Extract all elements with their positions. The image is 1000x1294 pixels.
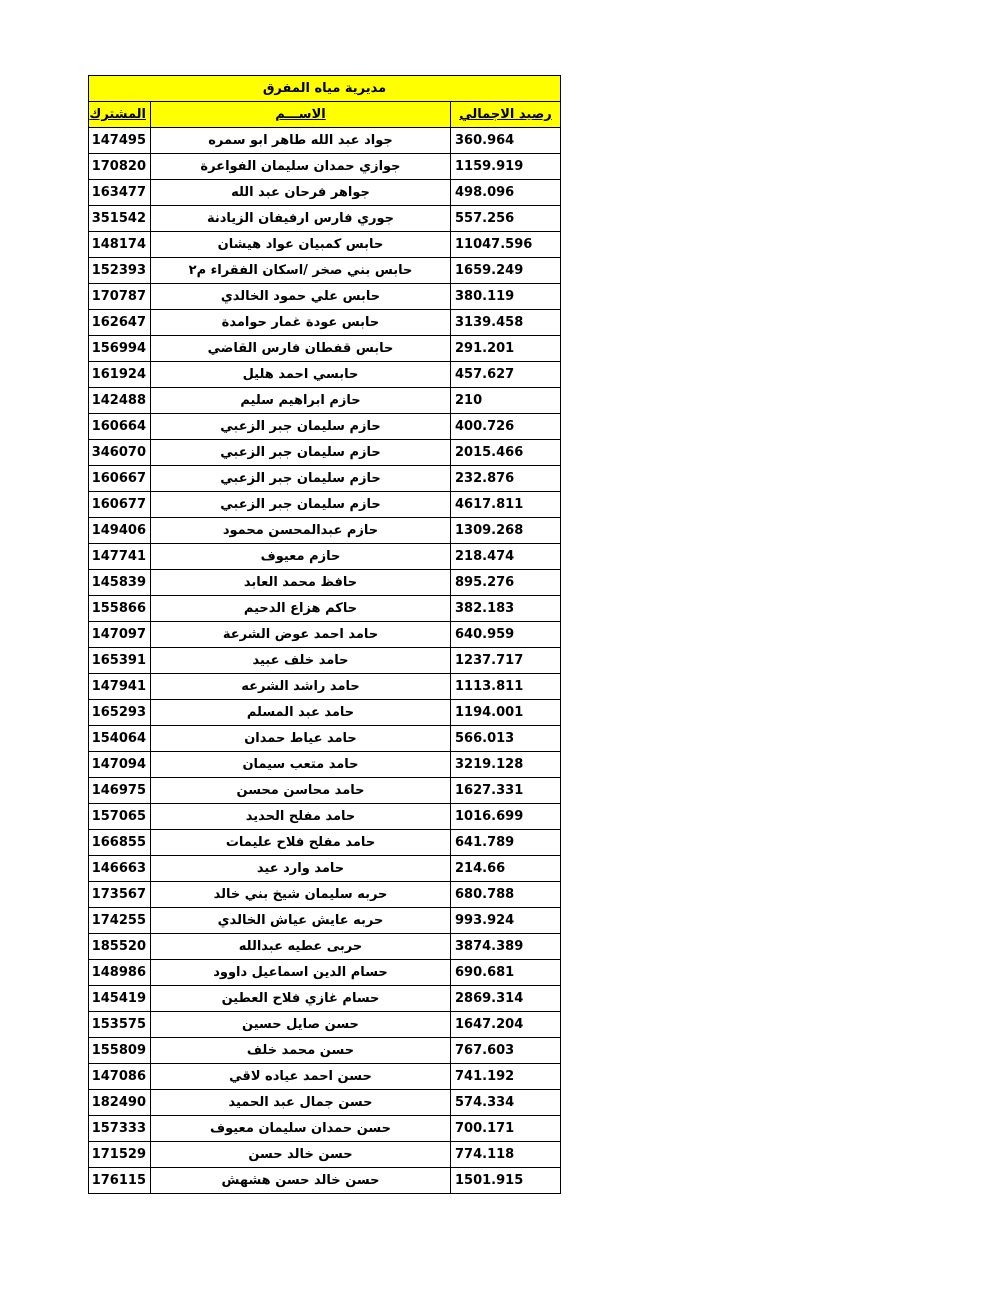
cell-name: حامد عياط حمدان (151, 726, 451, 752)
table-row (89, 284, 561, 310)
cell-subscriber: 154064 (89, 726, 151, 752)
table-row (89, 258, 561, 284)
cell-name: حامد احمد عوض الشرعة (151, 622, 451, 648)
report-table-container (89, 75, 561, 1194)
table-row (89, 882, 561, 908)
cell-balance: 700.171 (451, 1116, 561, 1142)
table-row (89, 726, 561, 752)
cell-name: حربى عطيه عبدالله (151, 934, 451, 960)
cell-name: حابسي احمد هليل (151, 362, 451, 388)
cell-subscriber: 170787 (89, 284, 151, 310)
cell-name: حامد خلف عبيد (151, 648, 451, 674)
table-row (89, 180, 561, 206)
cell-name: حسن محمد خلف (151, 1038, 451, 1064)
cell-subscriber: 157333 (89, 1116, 151, 1142)
cell-balance: 1659.249 (451, 258, 561, 284)
cell-name: حسن احمد عياده لاقي (151, 1064, 451, 1090)
cell-balance: 382.183 (451, 596, 561, 622)
cell-subscriber: 147495 (89, 128, 151, 154)
table-row (89, 466, 561, 492)
cell-balance: 1159.919 (451, 154, 561, 180)
cell-name: حازم سليمان جبر الزعبي (151, 492, 451, 518)
table-row (89, 206, 561, 232)
table-row (89, 310, 561, 336)
cell-name: حاكم هزاع الدحيم (151, 596, 451, 622)
cell-name: حابس قفطان فارس القاضي (151, 336, 451, 362)
table-row (89, 336, 561, 362)
cell-balance: 993.924 (451, 908, 561, 934)
cell-name: حامد وارد عيد (151, 856, 451, 882)
cell-balance: 1501.915 (451, 1168, 561, 1194)
cell-subscriber: 163477 (89, 180, 151, 206)
table-row (89, 1064, 561, 1090)
cell-balance: 232.876 (451, 466, 561, 492)
table-row (89, 570, 561, 596)
cell-name: جواد عبد الله طاهر ابو سمره (151, 128, 451, 154)
cell-name: حسام غازي فلاح العطين (151, 986, 451, 1012)
cell-balance: 1647.204 (451, 1012, 561, 1038)
cell-balance: 4617.811 (451, 492, 561, 518)
cell-name: حازم سليمان جبر الزعبي (151, 466, 451, 492)
cell-balance: 1113.811 (451, 674, 561, 700)
cell-subscriber: 142488 (89, 388, 151, 414)
table-row (89, 440, 561, 466)
cell-subscriber: 165391 (89, 648, 151, 674)
cell-balance: 457.627 (451, 362, 561, 388)
cell-subscriber: 162647 (89, 310, 151, 336)
cell-subscriber: 160677 (89, 492, 151, 518)
cell-subscriber: 182490 (89, 1090, 151, 1116)
cell-subscriber: 152393 (89, 258, 151, 284)
cell-balance: 1627.331 (451, 778, 561, 804)
cell-subscriber: 147741 (89, 544, 151, 570)
cell-balance: 1309.268 (451, 518, 561, 544)
cell-balance: 566.013 (451, 726, 561, 752)
table-row (89, 414, 561, 440)
table-row (89, 596, 561, 622)
cell-name: حسن جمال عبد الحميد (151, 1090, 451, 1116)
cell-balance: 690.681 (451, 960, 561, 986)
table-row (89, 362, 561, 388)
cell-subscriber: 155809 (89, 1038, 151, 1064)
cell-name: حسن خالد حسن هشهش (151, 1168, 451, 1194)
cell-name: حابس كمبيان عواد هيشان (151, 232, 451, 258)
table-body (89, 128, 561, 1194)
cell-name: حازم سليمان جبر الزعبي (151, 440, 451, 466)
cell-balance: 895.276 (451, 570, 561, 596)
cell-balance: 214.66 (451, 856, 561, 882)
table-row (89, 674, 561, 700)
cell-balance: 360.964 (451, 128, 561, 154)
cell-name: حسن خالد حسن (151, 1142, 451, 1168)
table-row (89, 1012, 561, 1038)
subscribers-balance-table (88, 75, 561, 1194)
table-row (89, 544, 561, 570)
table-row (89, 700, 561, 726)
table-row (89, 908, 561, 934)
table-row (89, 804, 561, 830)
cell-name: حامد عبد المسلم (151, 700, 451, 726)
column-header-subscriber: المشترك (89, 102, 151, 128)
cell-subscriber: 185520 (89, 934, 151, 960)
table-row (89, 518, 561, 544)
cell-subscriber: 149406 (89, 518, 151, 544)
cell-balance: 680.788 (451, 882, 561, 908)
cell-name: جواهر فرحان عبد الله (151, 180, 451, 206)
cell-name: حابس علي حمود الخالدي (151, 284, 451, 310)
table-row (89, 752, 561, 778)
cell-balance: 2015.466 (451, 440, 561, 466)
cell-subscriber: 166855 (89, 830, 151, 856)
cell-balance: 400.726 (451, 414, 561, 440)
cell-subscriber: 173567 (89, 882, 151, 908)
cell-balance: 640.959 (451, 622, 561, 648)
cell-subscriber: 145839 (89, 570, 151, 596)
cell-subscriber: 155866 (89, 596, 151, 622)
table-row (89, 1038, 561, 1064)
table-row (89, 856, 561, 882)
cell-subscriber: 145419 (89, 986, 151, 1012)
cell-balance: 2869.314 (451, 986, 561, 1012)
cell-balance: 774.118 (451, 1142, 561, 1168)
cell-subscriber: 157065 (89, 804, 151, 830)
table-row (89, 1142, 561, 1168)
cell-balance: 3139.458 (451, 310, 561, 336)
cell-balance: 218.474 (451, 544, 561, 570)
cell-balance: 3874.389 (451, 934, 561, 960)
cell-balance: 210 (451, 388, 561, 414)
cell-balance: 767.603 (451, 1038, 561, 1064)
table-row (89, 986, 561, 1012)
cell-subscriber: 146975 (89, 778, 151, 804)
table-row (89, 960, 561, 986)
cell-balance: 498.096 (451, 180, 561, 206)
cell-subscriber: 346070 (89, 440, 151, 466)
cell-name: جوري فارس ارفيفان الزيادنة (151, 206, 451, 232)
cell-name: حازم عبدالمحسن محمود (151, 518, 451, 544)
cell-balance: 291.201 (451, 336, 561, 362)
cell-name: حازم معيوف (151, 544, 451, 570)
cell-name: حسام الدين اسماعيل داوود (151, 960, 451, 986)
cell-name: جوازي حمدان سليمان الفواعرة (151, 154, 451, 180)
cell-subscriber: 147941 (89, 674, 151, 700)
cell-name: حازم سليمان جبر الزعبي (151, 414, 451, 440)
cell-name: حابس بني صخر /اسكان الفقراء م٢ (151, 258, 451, 284)
table-row (89, 830, 561, 856)
table-row (89, 778, 561, 804)
title-row (89, 76, 561, 102)
cell-name: حابس عودة غمار حوامدة (151, 310, 451, 336)
table-row (89, 232, 561, 258)
cell-name: حامد مفلح الحديد (151, 804, 451, 830)
cell-name: حامد محاسن محسن (151, 778, 451, 804)
cell-subscriber: 148174 (89, 232, 151, 258)
cell-subscriber: 147086 (89, 1064, 151, 1090)
table-header (89, 76, 561, 128)
cell-subscriber: 176115 (89, 1168, 151, 1194)
cell-subscriber: 160667 (89, 466, 151, 492)
cell-subscriber: 161924 (89, 362, 151, 388)
table-row (89, 154, 561, 180)
table-row (89, 388, 561, 414)
cell-name: حسن صايل حسين (151, 1012, 451, 1038)
cell-balance: 641.789 (451, 830, 561, 856)
cell-subscriber: 146663 (89, 856, 151, 882)
cell-subscriber: 351542 (89, 206, 151, 232)
table-row (89, 934, 561, 960)
cell-name: حامد مفلح فلاح عليمات (151, 830, 451, 856)
cell-subscriber: 153575 (89, 1012, 151, 1038)
table-row (89, 648, 561, 674)
cell-balance: 380.119 (451, 284, 561, 310)
table-row (89, 128, 561, 154)
cell-subscriber: 170820 (89, 154, 151, 180)
document-title: مديرية مياه المفرق (89, 76, 561, 102)
cell-balance: 3219.128 (451, 752, 561, 778)
cell-name: حافظ محمد العابد (151, 570, 451, 596)
column-header-row (89, 102, 561, 128)
cell-subscriber: 174255 (89, 908, 151, 934)
cell-subscriber: 156994 (89, 336, 151, 362)
table-row (89, 1116, 561, 1142)
cell-name: حازم ابراهيم سليم (151, 388, 451, 414)
cell-balance: 1016.699 (451, 804, 561, 830)
table-row (89, 1168, 561, 1194)
cell-balance: 557.256 (451, 206, 561, 232)
cell-subscriber: 160664 (89, 414, 151, 440)
cell-name: حامد متعب سيمان (151, 752, 451, 778)
column-header-name: الاســـم (151, 102, 451, 128)
cell-subscriber: 147097 (89, 622, 151, 648)
cell-balance: 11047.596 (451, 232, 561, 258)
cell-name: حربه سليمان شيخ بني خالد (151, 882, 451, 908)
table-row (89, 492, 561, 518)
table-row (89, 622, 561, 648)
cell-subscriber: 147094 (89, 752, 151, 778)
cell-balance: 574.334 (451, 1090, 561, 1116)
column-header-balance: رصيد الاجمالي (451, 102, 561, 128)
cell-name: حسن حمدان سليمان معيوف (151, 1116, 451, 1142)
cell-name: حامد راشد الشرعه (151, 674, 451, 700)
cell-balance: 1237.717 (451, 648, 561, 674)
cell-subscriber: 148986 (89, 960, 151, 986)
cell-subscriber: 171529 (89, 1142, 151, 1168)
table-row (89, 1090, 561, 1116)
cell-name: حربه عايش عياش الخالدي (151, 908, 451, 934)
cell-balance: 741.192 (451, 1064, 561, 1090)
cell-subscriber: 165293 (89, 700, 151, 726)
cell-balance: 1194.001 (451, 700, 561, 726)
